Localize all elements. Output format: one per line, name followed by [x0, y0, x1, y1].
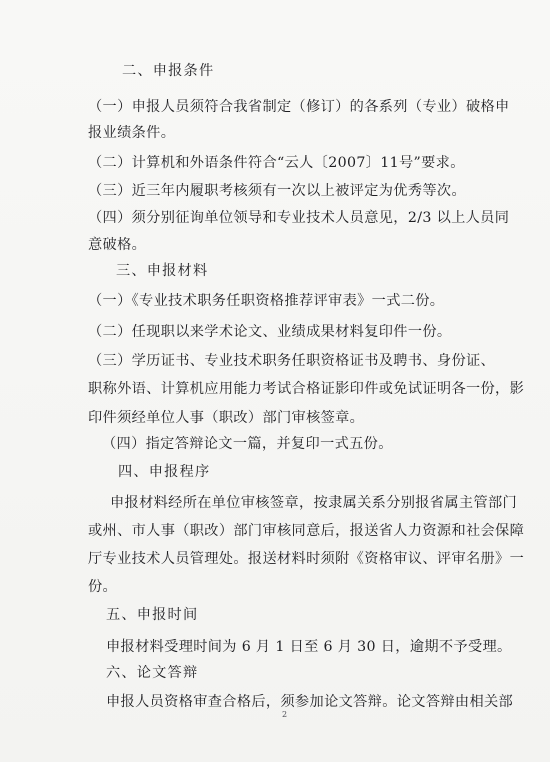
section-2-item-1-line-2: 报业绩条件。: [88, 125, 176, 141]
section-2-item-4-line-2: 意破格。: [88, 237, 147, 253]
section-2-item-1-line-1: （一）申报人员须符合我省制定（修订）的各系列（专业）破格申: [88, 99, 510, 115]
section-6-title: 六、论文答辩: [106, 665, 199, 681]
section-4-paragraph-line-1: 申报材料经所在单位审核签章，按隶属关系分别报省属主管部门: [110, 495, 518, 511]
section-3-item-3-line-3: 印件须经单位人事（职改）部门审核签章。: [88, 410, 365, 426]
section-4-paragraph-line-4: 份。: [88, 579, 118, 595]
section-3-item-2: （二）任现职以来学术论文、业绩成果材料复印件一份。: [88, 324, 452, 340]
section-4-paragraph-line-3: 厅专业技术人员管理处。报送材料时须附《资格审议、评审名册》一: [88, 551, 525, 567]
section-3-title: 三、申报材料: [116, 263, 209, 279]
section-3-item-1: （一）《专业技术职务任职资格推荐评审表》一式二份。: [88, 293, 445, 309]
section-5-paragraph: 申报材料受理时间为 6 月 1 日至 6 月 30 日，逾期不予受理。: [106, 639, 512, 655]
section-2-item-2: （二）计算机和外语条件符合“云人〔2007〕11号”要求。: [88, 155, 465, 171]
section-3-item-4: （四）指定答辩论文一篇，并复印一式五份。: [102, 436, 393, 452]
section-6-paragraph-line-1: 申报人员资格审查合格后，须参加论文答辩。论文答辩由相关部: [106, 694, 514, 710]
section-3-item-3-line-1: （三）学历证书、专业技术职务任职资格证书及聘书、身份证、: [88, 353, 496, 369]
section-2-title: 二、申报条件: [122, 63, 215, 79]
section-4-title: 四、申报程序: [118, 464, 211, 480]
section-4-paragraph-line-2: 或州、市人事（职改）部门审核同意后，报送省人力资源和社会保障: [88, 523, 525, 539]
section-5-title: 五、申报时间: [106, 607, 199, 623]
section-2-item-3: （三）近三年内履职考核须有一次以上被评定为优秀等次。: [88, 183, 466, 199]
section-2-item-4-line-1: （四）须分别征询单位领导和专业技术人员意见，2/3 以上人员同: [88, 210, 510, 226]
page-number: 2: [282, 710, 288, 719]
section-3-item-3-line-2: 职称外语、计算机应用能力考试合格证影印件或免试证明各一份，影: [88, 381, 525, 397]
